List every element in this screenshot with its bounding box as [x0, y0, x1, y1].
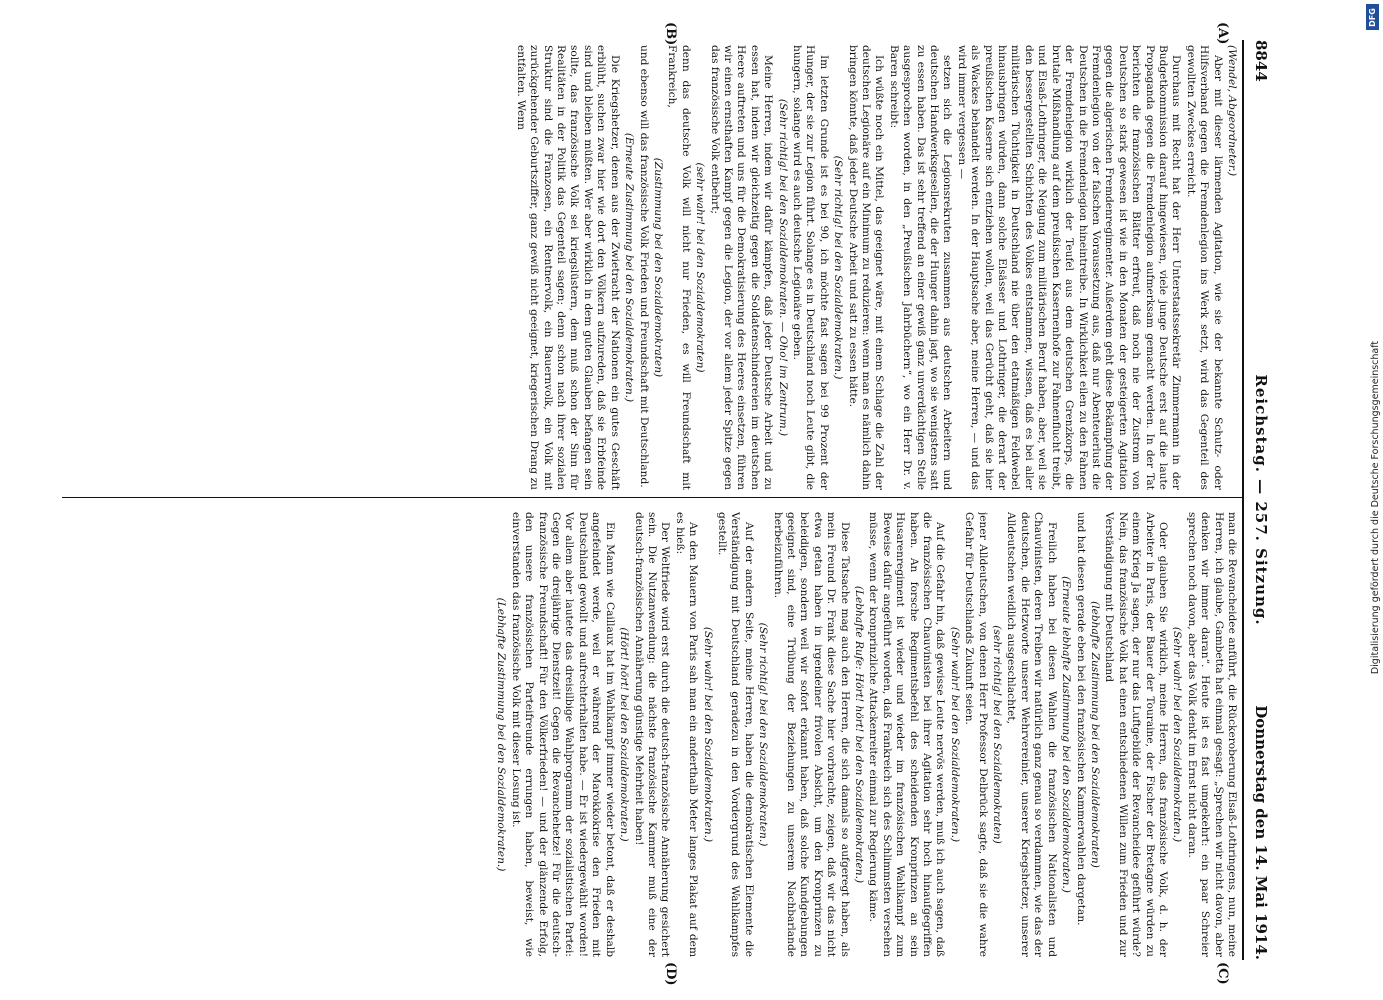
- paragraph: man die Revancheidee anführt, die Rückeroberung Elsaß-Lothringens, nun, meine Herren, ich glaube, Gambetta hat einmal gesagt: „Sprechen wir nicht davon, aber denken wir immer daran“. Heute ist es fast umgekehrt: ein paar Schreier sprechen noch davon, aber das Volk denkt im Ernst nicht daran.: [1185, 512, 1238, 957]
- interjection: (Erneute lebhafte Zustimmung bei den Sozialdemokraten.): [1060, 576, 1073, 893]
- paragraph: Oder glauben Sie wirklich, meine Herren, das französische Volk, d. h. der Arbeiter in Paris, der Bauer der Touraine, der Fischer der Bretagne würden zu einem Krieg Ja sagen, der nur das Luftgebilde der Revancheidee geführt würde? Nein, das französische Volk hat einen entschiedenen Willen zum Frieden und zur Verständigung mit Deutschland: [1103, 512, 1169, 957]
- page-header: [1248, 40, 1270, 960]
- interjection: (Zustimmung bei den Sozialdemokraten): [651, 157, 664, 378]
- paragraph: jener Alldeutschen, von denen Herr Professor Delbrück sagte, daß sie die wahre Gefahr für Deutschlands Zukunft seien.: [963, 512, 989, 957]
- interjection: (Lebhafte Zustimmung bei den Sozialdemokraten.): [495, 597, 508, 872]
- paragraph: und ebenso will das französische Volk Frieden und Freundschaft mit Deutschland.: [637, 45, 650, 488]
- margin-marker-a: (A): [1215, 22, 1230, 45]
- session-date: Donnerstag den 14. Mai 1914.: [1252, 705, 1270, 960]
- interjection: (Sehr richtig! bei den Sozialdemokraten. — Oho! im Zentrum.): [776, 98, 789, 437]
- paragraph: Im letzten Grunde ist es bei 90, ich möchte fast sagen bei 99 Prozent der Hunger, der sie zur Legion führt. Solange es in Deutschland noch Leute gibt, die hungern, solange wird es auch deutsche Legionäre geben.: [791, 45, 830, 490]
- left-column: [68, 45, 1238, 490]
- interjection: (Sehr wahr! bei den Sozialdemokraten.): [701, 626, 714, 843]
- dfg-logo: [1366, 4, 1379, 30]
- interjection: (Erneute Zustimmung bei den Sozialdemokraten.): [623, 132, 636, 403]
- paragraph: Freilich haben bei diesen Wahlen die französischen Nationalisten und Chauvinisten, deren Treiben wir natürlich ganz genau so verdammen, wie das der deutschen, die Hetzworte unserer Wehrvereinler, unserer Kriegshetzer, unserer Alldeutschen weidlich ausgeschlachtet,: [1005, 512, 1058, 957]
- interjection: (Lebhafte Rufe: Hört! hört! bei den Sozialdemokraten.): [853, 585, 866, 884]
- paragraph: Auf der andern Seite, meine Herren, haben die demokratischen Elemente die Verständigung mit Deutschland geradezu in den Vordergrund des Wahlkampfes gestellt.: [715, 512, 755, 957]
- paragraph: setzen sich die Legionsrekruten zusammen aus deutschen Arbeitern und deutschen Handwerksgesellen, die der Hunger dahin jagt, wo sie wenigstens satt zu essen haben. Das ist sehr treffend an einer gewiß ganz unverdächtigen Stelle ausgesprochen worden, in den „Preußischen Jahrbüchern“, wo ein Herr Dr. v. Baren schreibt:: [887, 45, 954, 490]
- right-column: [68, 512, 1238, 957]
- quotation: Der Weltfriede wird erst durch die deutsch-französische Annäherung gesichert sein. Die Nutzanwendung: die nächste französische Kammer muß eine der deutsch-französischen Annäherung günstige Mehrheit haben!: [632, 512, 672, 957]
- margin-marker-d: (D): [663, 962, 678, 986]
- interjection: (sehr wahr! bei den Sozialdemokraten): [694, 162, 707, 373]
- margin-marker-b: (B): [663, 22, 678, 46]
- interjection: (Hört! hört! bei den Sozialdemokraten.): [618, 627, 631, 842]
- interjection: (Sehr wahr! bei den Sozialdemokraten.): [948, 626, 961, 843]
- paragraph: Aber mit dieser lärmenden Agitation, wie sie der bekannte Schutz- oder Hilfsverband gegen die Fremdenlegion ins Werk setzt, wird das Gegenteil des gewollten Zweckes erreicht.: [1184, 45, 1224, 490]
- speaker-label: (Wendel, Abgeordneter.): [1226, 45, 1238, 177]
- rotated-page: [8, 0, 1318, 1000]
- header-rule: [1242, 40, 1244, 960]
- paragraph: und hat diesen gerade eben bei den französischen Kammerwahlen dargetan.: [1074, 512, 1087, 926]
- paragraph: Durchaus mit Recht hat der Herr Unterstaatssekretär Zimmermann in der Budgetkommission darauf hingewiesen, viele junge Deutsche erst auf die laute Propaganda gegen die Fremdenlegion aufmerksam gemacht werden. In der Tat berichten die französischen Blätter erfreut, daß noch nie der Zustrom von Deutschen so stark gewesen ist wie in den Monaten der gesteigerten Agitation gegen die algerischen Fremdenregimenter. Außerdem geht diese Bekämpfung der Fremdenlegion von der falschen Voraussetzung aus, daß nur Abenteuerlust die Deutschen in die Fremdenlegion hineintreibe. In Wirklichkeit eilen zu den Fahnen der Fremdenlegion wirklich der Teufel aus dem deutschen Grenzkorps, die brutale Mißhandlung auf dem preußischen Kasernenhofe zur Fahnenflucht treibt, und Elsaß-Lothringer, die Neigung zum militärischen Beruf haben, aber, weil sie den bessergestellten Schichten des Volkes entstammen, wissen, daß es bei aller militärischen Tüchtigkeit in Deutschland nie über den etatmäßigen Feldwebel hinausbringen würden, dann solche Elsässer und Lothringer, die derart der preußischen Kaserne sich entziehen wollen, weil das Gerücht geht, daß sie hier als Wackes behandelt werden. In der Hauptsache aber, meine Herren, — und das wird immer vergessen —: [955, 45, 1183, 490]
- interjection: (Sehr richtig! bei den Sozialdemokraten.): [757, 622, 770, 847]
- quotation: Ich wüßte noch ein Mittel, das geeignet wäre, mit einem Schlage die Zahl der deutschen Legionäre auf ein Minimum zu reduzieren: wenn man es nämlich dahin bringen könnte, daß jeder Deutsche Arbeit und satt zu essen hätte.: [846, 45, 886, 490]
- paragraph: Auf die Gefahr hin, daß gewisse Leute nervös werden, muß ich auch sagen, daß die französischen Chauvinisten bei ihrer Agitation sehr hoch hinaufgegriffen haben. An forsche Regimentsbefehl des scheidenden Kronprinzen an sein Husarenregiment ist wieder und wieder im französischen Wahlkampf zum Beweise dafür angeführt worden, daß Frankreich sich des Schlimmsten versehen müsse, wenn der kronprinzliche Attackenreiter einmal zur Regierung käme.: [867, 512, 947, 957]
- paragraph: Ein Mann wie Caillaux hat im Wahlkampf immer wieder betont, daß er deshalb angefeindet werde, weil er während der Marokkokrise den Frieden mit Deutschland gewollt und aufrechterhalten habe. — Er ist wiedergewählt worden! Vor allem aber lautete das dreisilbige Wahlprogramm der sozialistischen Partei: Gegen die dreijährige Dienstzeit! Gegen die Revanchehetze! Für die deutsch-französische Freundschaft! Für den Völkerfrieden! — und der glänzende Erfolg, den unsere französischen Parteifreunde errungen haben, beweist, wie einverstanden das französische Volk mit dieser Losung ist.: [509, 512, 616, 957]
- page-number: 8844: [1252, 40, 1270, 82]
- interjection: (Sehr richtig! bei den Sozialdemokraten.): [832, 155, 845, 380]
- paragraph: An den Mauern von Paris sah man ein anderthalb Meter langes Plakat auf dem es hieß:: [673, 512, 700, 957]
- interjection: (lebhafte Zustimmung bei den Sozialdemokraten): [1088, 601, 1101, 868]
- margin-marker-c: (C): [1215, 962, 1230, 985]
- credit-text: Digitalisierung gefördert durch die Deutsche Forschungsgemeinschaft: [1370, 340, 1381, 675]
- interjection: (sehr richtig! bei den Sozialdemokraten): [991, 625, 1004, 844]
- paragraph: Die Kriegshetzer, denen aus der Zwietracht der Nationen ein gutes Geschäft erblüht, suchen zwar hier wie dort den Völkern aufzureden, daß sie Erbfeinde sind und bleiben müßten. Wer aber wirklich in dem guten Glauben befangen sein sollte, das französische Volk sei kriegslüstern, dem muß schon der Sinn für Realitäten in der Politik das Gegenteil sagen; denn schon nach ihrer sozialen Struktur sind die Franzosen, ein Rentnervolk, ein Bauernvolk, ein Volk mit zurückgehender Geburtsziffer, ganz gewiß nicht geeignet, kriegerischen Drang zu entfalten. Wenn: [514, 45, 621, 490]
- session-title: Reichstag. — 257. Sitzung.: [1252, 374, 1270, 626]
- paragraph: denn das deutsche Volk will nicht nur Frieden, es will Freundschaft mit Frankreich,: [666, 45, 692, 490]
- paragraph: Diese Tatsache mag auch den Herren, die sich damals so aufgeregt haben, als mein Freund Dr. Frank diese Sache hier vorbrachte, zeigen, daß wir das nicht etwa getan haben in irgendeiner frivolen Absicht, um den Kronprinzen zu beleidigen, sondern weil wir sofort erkannt haben, daß solche Kundgebungen geeignet sind, eine Trübung der Beziehungen zu unserem Nachbarlande herbeizuführen.: [771, 512, 851, 957]
- digitization-credit: [1352, 30, 1381, 985]
- interjection: (Sehr wahr! bei den Sozialdemokraten.): [1171, 626, 1184, 843]
- dfg-logo-text: DFG: [1368, 7, 1378, 27]
- paragraph: Meine Herren, indem wir dafür kämpfen, daß jeder Deutsche Arbeit und zu essen hat, indem wir gleichzeitig gegen die Soldatenschindereien im deutschen Heere auftreten und uns für die Demokratisierung des Heeres einsetzen, führen wir einen ernsthaften Kampf gegen die Legion, der vor allem jeder Spitze gegen das französische Volk entbehrt;: [708, 45, 775, 490]
- column-divider: [62, 497, 1242, 498]
